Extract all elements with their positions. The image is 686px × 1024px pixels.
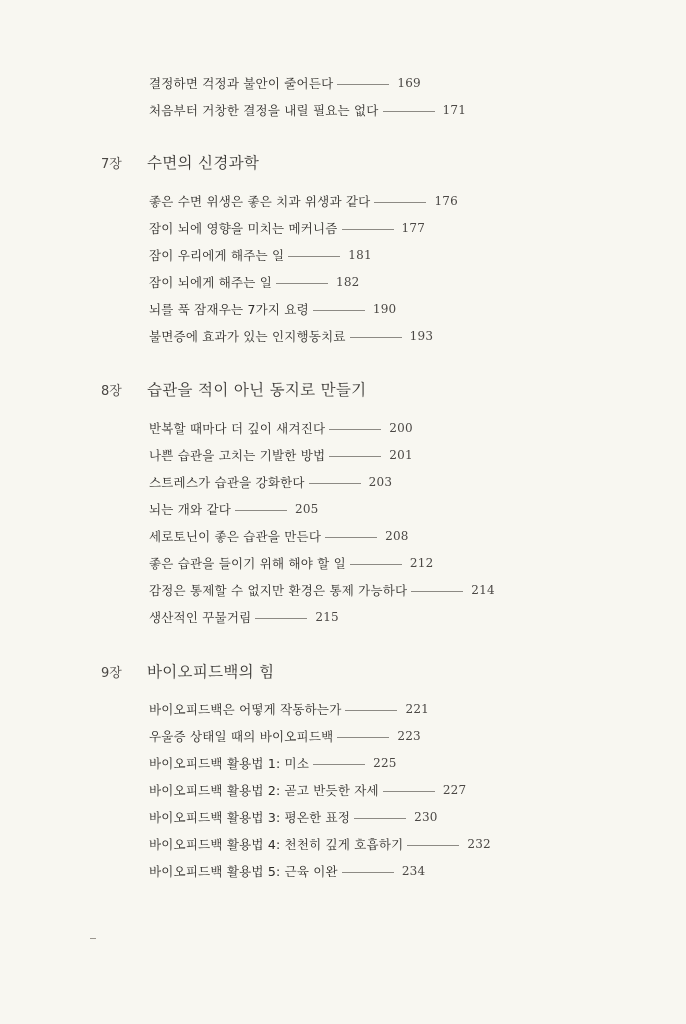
toc-leader (329, 456, 381, 457)
toc-leader (383, 111, 435, 112)
toc-page-number: 214 (471, 583, 495, 597)
chapter-heading (101, 658, 274, 684)
toc-entry (149, 498, 319, 520)
chapter-heading (101, 149, 259, 175)
toc-leader (411, 591, 463, 592)
toc-entry (149, 99, 466, 121)
toc-entry-title: 세로토닌이 좋은 습관을 만든다 (149, 529, 322, 544)
toc-leader (354, 818, 406, 819)
toc-entry (149, 325, 433, 347)
toc-entry (149, 833, 491, 855)
toc-entry (149, 244, 372, 266)
toc-leader (276, 283, 328, 284)
toc-leader (309, 483, 361, 484)
toc-leader (337, 84, 389, 85)
toc-page-number: 176 (434, 194, 458, 208)
toc-entry (149, 72, 421, 94)
toc-entry-title: 뇌를 푹 잠재우는 7가지 요령 (149, 302, 309, 317)
toc-leader (235, 510, 287, 511)
toc-entry-title: 처음부터 거창한 결정을 내릴 필요는 없다 (149, 103, 379, 118)
toc-page-number: 208 (385, 529, 409, 543)
toc-entry (149, 579, 495, 601)
toc-leader (342, 229, 394, 230)
toc-leader (342, 872, 394, 873)
chapter-title: 수면의 신경과학 (147, 154, 260, 172)
toc-page-number: 232 (467, 837, 491, 851)
toc-entry-title: 결정하면 걱정과 불안이 줄어든다 (149, 76, 334, 91)
toc-entry-title: 바이오피드백은 어떻게 작동하는가 (149, 702, 342, 717)
toc-page-number: 203 (368, 475, 393, 489)
toc-page-number: 190 (372, 302, 397, 316)
toc-entry (149, 552, 433, 574)
toc-entry-title: 생산적인 꾸물거림 (149, 610, 252, 625)
toc-page-number: 221 (405, 702, 429, 716)
toc-page-number: 230 (414, 810, 438, 824)
toc-page-number: 215 (315, 610, 339, 624)
toc-leader (383, 791, 435, 792)
chapter-number: 8장 (101, 383, 122, 399)
toc-leader (407, 845, 459, 846)
toc-entry-title: 뇌는 개와 같다 (149, 502, 231, 517)
chapter-number: 9장 (101, 665, 122, 681)
toc-entry (149, 860, 425, 882)
toc-entry-title: 스트레스가 습관을 강화한다 (149, 475, 305, 490)
toc-entry-title: 나쁜 습관을 고치는 기발한 방법 (149, 448, 326, 463)
toc-entry-title: 좋은 습관을 들이기 위해 해야 할 일 (149, 556, 346, 571)
toc-entry-title: 우울증 상태일 때의 바이오피드백 (149, 729, 334, 744)
toc-entry (149, 271, 360, 293)
toc-entry (149, 217, 425, 239)
toc-entry-title: 바이오피드백 활용법 4: 천천히 깊게 호흡하기 (149, 837, 404, 852)
toc-entry (149, 525, 409, 547)
toc-entry (149, 471, 392, 493)
toc-leader (345, 710, 397, 711)
toc-entry-title: 잠이 뇌에게 해주는 일 (149, 275, 272, 290)
toc-page-number: 181 (348, 248, 372, 262)
toc-leader (313, 310, 365, 311)
toc-leader (329, 429, 381, 430)
toc-leader (255, 618, 307, 619)
toc-entry-title: 감정은 통제할 수 없지만 환경은 통제 가능하다 (149, 583, 408, 598)
toc-page-number: 193 (409, 329, 434, 343)
toc-page-number: 171 (442, 103, 467, 117)
toc-page-number: 223 (397, 729, 421, 743)
toc-page-number: 205 (295, 502, 319, 516)
chapter-number: 7장 (101, 156, 122, 172)
chapter-heading (101, 376, 366, 402)
page-edge-mark (90, 938, 96, 939)
toc-entry-title: 잠이 우리에게 해주는 일 (149, 248, 285, 263)
toc-entry-title: 잠이 뇌에 영향을 미치는 메커니즘 (149, 221, 338, 236)
toc-leader (288, 256, 340, 257)
toc-entry (149, 698, 429, 720)
toc-entry-title: 바이오피드백 활용법 3: 평온한 표정 (149, 810, 351, 825)
toc-entry-title: 반복할 때마다 더 깊이 새겨진다 (149, 421, 326, 436)
toc-page-number: 225 (373, 756, 397, 770)
toc-page-number: 169 (397, 76, 421, 90)
toc-entry-title: 바이오피드백 활용법 2: 곧고 반듯한 자세 (149, 783, 379, 798)
toc-leader (325, 537, 377, 538)
toc-page-number: 227 (442, 783, 467, 797)
toc-page-number: 200 (389, 421, 413, 435)
toc-leader (350, 564, 402, 565)
chapter-title: 습관을 적이 아닌 동지로 만들기 (147, 381, 367, 399)
chapter-title: 바이오피드백의 힘 (147, 663, 275, 681)
toc-entry-title: 바이오피드백 활용법 1: 미소 (149, 756, 310, 771)
toc-leader (337, 737, 389, 738)
toc-page-number: 212 (409, 556, 434, 570)
toc-entry (149, 190, 458, 212)
toc-entry (149, 417, 413, 439)
toc-leader (374, 202, 426, 203)
toc-page-number: 234 (401, 864, 426, 878)
toc-leader (350, 337, 402, 338)
toc-entry-title: 바이오피드백 활용법 5: 근육 이완 (149, 864, 338, 879)
toc-leader (313, 764, 365, 765)
toc-entry (149, 752, 397, 774)
toc-entry-title: 좋은 수면 위생은 좋은 치과 위생과 같다 (149, 194, 371, 209)
toc-entry (149, 606, 339, 628)
toc-entry (149, 298, 396, 320)
toc-entry (149, 725, 421, 747)
toc-entry-title: 불면증에 효과가 있는 인지행동치료 (149, 329, 346, 344)
toc-entry (149, 444, 413, 466)
toc-page-number: 182 (336, 275, 360, 289)
toc-entry (149, 779, 466, 801)
toc-entry (149, 806, 438, 828)
toc-page-number: 201 (389, 448, 413, 462)
toc-page-number: 177 (401, 221, 426, 235)
